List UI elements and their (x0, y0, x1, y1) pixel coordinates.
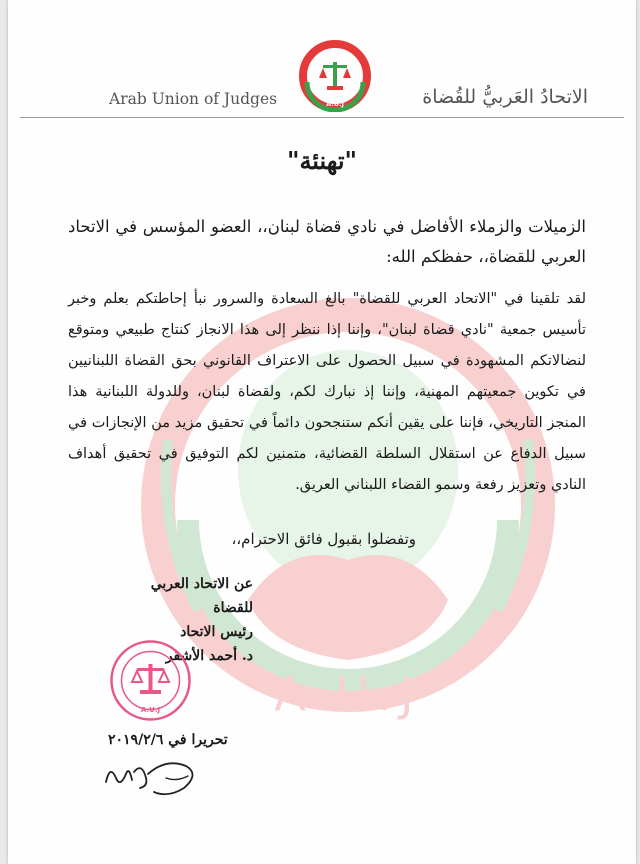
letter-body: لقد تلقينا في "الاتحاد العربي للقضاة" بالغ السعادة والسرور نبأ إحاطتكم بعلم وخبر تأسيس جمعية "نادي قضاة لبنان"، وإننا إذا ننظر إلى هذا الانجاز كنتاج طبيعي ومتوقع لنضالاتكم المشهودة في سبيل الحصول على الاعتراف القانوني بحق القضاة اللبنانيين في تكوين جمعيتهم المهنية، وإننا إذ نبارك لكم، ولقضاة لبنان، وللدولة اللبنانية هذا المنجز التاريخي، فإننا على يقين أنكم ستنجحون دائماً في تحقيق مزيد من الإنجازات في سبيل الدفاع عن استقلال السلطة القضائية، متمنين لكم التوفيق في تحقيق أهداف النادي وتعزيز رفعة وسمو القضاء اللبناني العريق. (68, 291, 586, 493)
letter-salutation: الزميلات والزملاء الأفاضل في نادي قضاة لبنان،، العضو المؤسس في الاتحاد العربي للقضاة،، حفظكم الله: (68, 217, 586, 266)
letter-date: تحريرا في ٢٠١٩/٢/٦ (108, 732, 228, 748)
union-logo (293, 40, 377, 112)
org-name-english: Arab Union of Judges (109, 90, 278, 108)
handwritten-signature (96, 752, 206, 802)
logo-abbr-text: A.U.J (326, 100, 344, 108)
org-name-arabic: الاتحادُ العَربيُّ للقُضاة (422, 86, 588, 108)
signatory-name: د. أحمد الأشقر (165, 648, 253, 664)
signatory-org: عن الاتحاد العربي للقضاة (150, 576, 253, 616)
signatory-title: رئيس الاتحاد (180, 624, 253, 640)
header-divider (20, 117, 624, 118)
official-stamp (108, 638, 193, 723)
letter-page (8, 0, 636, 864)
letter-title: "تهنئة" (286, 146, 358, 175)
stamp-abbr-text: A.U.J (140, 706, 161, 714)
letter-closing: وتفضلوا بقبول فائق الاحترام،، (231, 530, 416, 548)
watermark-aubj-text: A.U.J (274, 667, 422, 721)
